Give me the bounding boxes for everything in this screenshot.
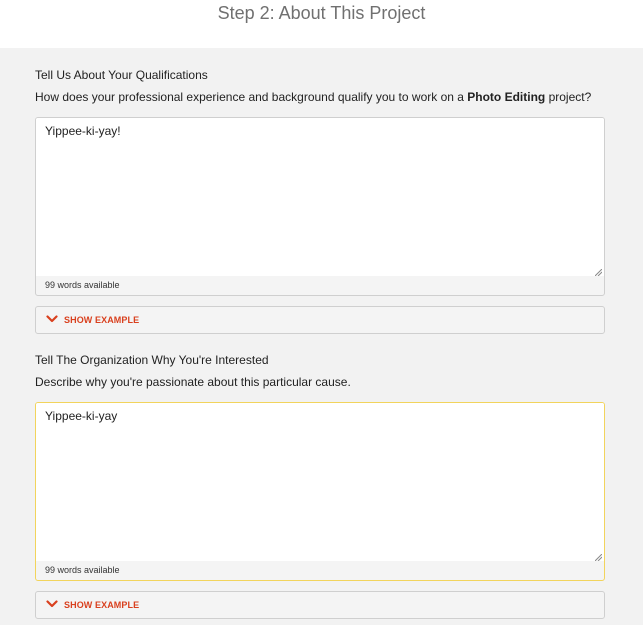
interest-answer-box bbox=[35, 402, 605, 581]
qualifications-show-example-button[interactable] bbox=[35, 306, 605, 334]
qualifications-answer-box bbox=[35, 117, 605, 296]
interest-textarea[interactable] bbox=[36, 403, 604, 561]
qualifications-description bbox=[35, 90, 605, 105]
qualifications-textarea[interactable] bbox=[36, 118, 604, 276]
interest-show-example-button[interactable] bbox=[35, 591, 605, 619]
page-header bbox=[0, 0, 643, 48]
show-example-label: SHOW EXAMPLE bbox=[64, 315, 140, 325]
qualifications-title: Tell Us About Your Qualifications bbox=[35, 68, 208, 82]
resize-grip-icon[interactable] bbox=[595, 554, 602, 561]
qualifications-description-text: How does your professional experience and background qualify you to work on a bbox=[35, 90, 468, 104]
qualifications-section bbox=[35, 68, 605, 334]
interest-title: Tell The Organization Why You're Interested bbox=[35, 353, 269, 367]
interest-description: Describe why you're passionate about this particular cause. bbox=[35, 375, 351, 389]
project-type-label: Photo Editing bbox=[467, 90, 546, 104]
resize-grip-icon[interactable] bbox=[595, 269, 602, 276]
chevron-down-icon bbox=[46, 600, 58, 608]
qualifications-word-count: 99 words available bbox=[45, 280, 120, 290]
step-title: Step 2: About This Project bbox=[217, 3, 426, 23]
interest-word-count: 99 words available bbox=[45, 565, 120, 575]
show-example-label: SHOW EXAMPLE bbox=[64, 600, 140, 610]
qualifications-description-suffix: project? bbox=[545, 90, 592, 104]
chevron-down-icon bbox=[46, 315, 58, 323]
interest-section bbox=[35, 353, 605, 621]
